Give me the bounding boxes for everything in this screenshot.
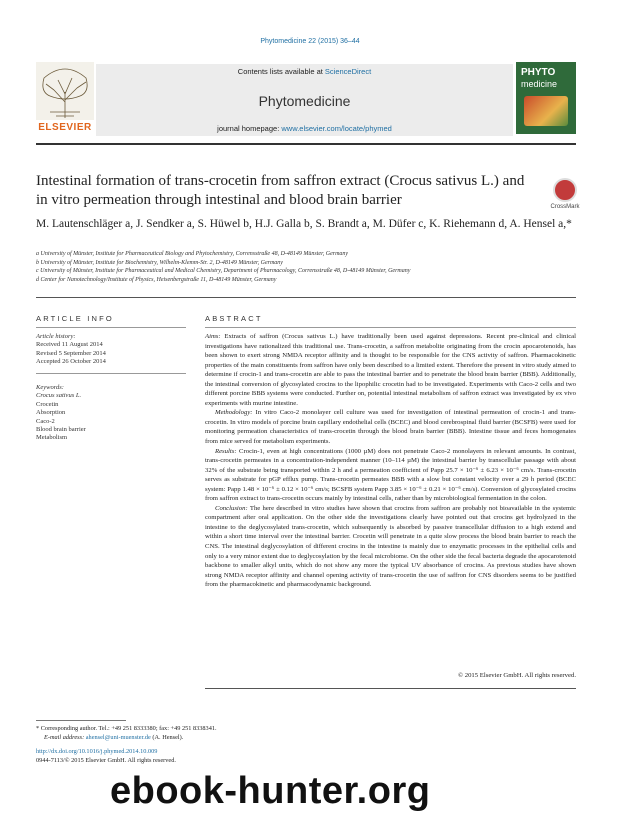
article-info-rule	[36, 327, 186, 328]
cover-illustration	[524, 96, 568, 126]
cover-title-2: medicine	[521, 79, 558, 89]
journal-citation[interactable]: Phytomedicine 22 (2015) 36–44	[260, 38, 360, 45]
crossmark-label: CrossMark	[550, 204, 580, 210]
email-line	[36, 734, 576, 743]
keyword: Absorption	[36, 409, 66, 417]
corresponding-author: * Corresponding author. Tel.: +49 251 8333380; fax: +49 251 8338341.	[36, 725, 217, 732]
affiliation-a: a University of Münster, Institute for Pharmaceutical Biology and Phytochemistry, Corrensstraße 48, D-48149 Münster, Germany	[36, 251, 349, 257]
article-info-heading: ARTICLE INFO	[36, 314, 114, 323]
abstract-aims	[205, 332, 576, 408]
crossmark-icon	[553, 178, 577, 202]
abstract-rule	[205, 327, 576, 328]
email-suffix: (A. Hensel).	[150, 733, 184, 741]
conclusion-text: The here described in vitro studies have shown that crocins from saffron are probably not bioavailable in the systemic compartment after oral application. On the other side the investigations clearly have pointed out that crocins get hydrolyzed in the intestine to the deglycosylated trans-crocetin, which subsequently is absorbed by passive transcellular diffusion to a high extend and within a short time interval over the intestinal barrier. Crocetin will penetrate in a quite slow process the blood brain barrier to reach the CNS. The intestinal deglycosylation of different crocins in the intestine is mainly due to enzymatic processes in the epithelial cells and only to a very minor extent due to deglycosylation by the fecal microbiome. On the other side the fecal bacteria degrade the apocarotenoid backbone to smaller alkyl units, which do not show any more the typical UV absorbance of crocins. As previous studies have shown strong NMDA receptor affinity and channel opening activity of trans-crocetin the use of saffron for CNS disorders seems to be justified from the pharmacokinetic and pharmacodynamic background.	[205, 504, 576, 589]
issn-line: 0944-7113/© 2015 Elsevier GmbH. All rights reserved.	[36, 756, 176, 764]
abstract-end-rule	[205, 688, 576, 689]
elsevier-wordmark: ELSEVIER	[38, 122, 92, 133]
abstract-body	[205, 332, 576, 590]
abstract-heading: ABSTRACT	[205, 314, 263, 323]
keyword: Crocus sativus L.	[36, 392, 82, 400]
email-link[interactable]: ahensel@uni-muenster.de	[85, 733, 151, 741]
abstract-conclusion	[205, 504, 576, 590]
homepage-prefix: journal homepage:	[217, 124, 282, 133]
crossmark-badge[interactable]	[543, 178, 587, 210]
methodology-text: In vitro Caco-2 monolayer cell culture was used for investigation of intestinal permeation of crocin-1 and trans-crocetin. In vitro models of porcine brain capillary endothelial cells (BCEC) and blood cerebrospinal fluid barrier (BCSFB) were used for monitoring permeation characteristics of trans-crocetin through the blood brain barrier (BBB). Intestine tissue and feces homogenates from mice served for metabolism experiments.	[205, 409, 576, 446]
email-label: E-mail address:	[44, 733, 86, 741]
affiliations	[36, 250, 576, 284]
footnote-rule	[36, 720, 126, 721]
watermark-text: ebook-hunter.org	[110, 770, 431, 812]
abstract-results	[205, 447, 576, 504]
conclusion-label: Conclusion:	[215, 504, 248, 512]
contents-prefix: Contents lists available at	[237, 67, 325, 76]
footnote	[36, 725, 576, 742]
keywords-block	[36, 384, 186, 443]
section-rule	[36, 297, 576, 298]
affiliation-d: d Center for Nanotechnology/Institute of Physics, Heisenbergstraße 11, D-48149 Münster, Germany	[36, 276, 277, 283]
header-rule	[36, 143, 576, 145]
homepage-line	[96, 124, 513, 133]
abstract-methodology	[205, 408, 576, 446]
history-revised: Revised 5 September 2014	[36, 349, 106, 357]
abstract-copyright: © 2015 Elsevier GmbH. All rights reserved.	[457, 672, 576, 679]
keywords-rule	[36, 373, 186, 374]
article-history	[36, 333, 186, 367]
keyword: Crocetin	[36, 400, 59, 408]
affiliation-c: c University of Münster, Institute for Pharmaceutical and Medical Chemistry, Department of Pharmacology, Corrensstraße 48, D-48149 Münster, Germany	[36, 268, 411, 274]
doi-block	[36, 748, 176, 765]
keyword: Blood brain barrier	[36, 426, 86, 434]
aims-text: Extracts of saffron (Crocus sativus L.) have traditionally been used against depressions. Recent pre-clinical and clinical investigations have rationalized this traditional use. Trans-crocetin, a saffron metabolite originating from the crocin apocarotenoids, has been shown to exert strong NMDA receptor affinity and is thought to be responsible for the CNS activity of saffron. Pharmacokinetic properties of the main constituents from saffron have only been described to a limited extent. Therefore the present in vitro study aimed to determine if crocin-1 and trans-crocetin are able to pass the intestinal barrier and to penetrate the blood brain barrier (BBB). Additionally, the intestinal conversion of glycosylated crocins to the lipophilic crocetin had to be investigated. Experiments with Caco-2 cells and two different porcine BBB systems were conducted. Further on, potential intestinal metabolism of saffron extract was investigated by ex vivo experiments with murine intestine.	[205, 333, 576, 407]
history-accepted: Accepted 26 October 2014	[36, 358, 106, 366]
results-label: Results:	[215, 447, 237, 455]
affiliation-b: b University of Münster, Institute for Biochemistry, Wilhelm-Klemm-Str. 2, D-48149 Münster, Germany	[36, 259, 283, 266]
methodology-label: Methodology:	[215, 409, 253, 417]
keyword: Metabolism	[36, 434, 68, 442]
sciencedirect-link[interactable]: ScienceDirect	[324, 67, 372, 76]
journal-cover-image[interactable]	[516, 62, 576, 134]
journal-name: Phytomedicine	[258, 93, 351, 109]
doi-link[interactable]: http://dx.doi.org/10.1016/j.phymed.2014.10.009	[36, 748, 158, 755]
history-label: Article history:	[36, 333, 76, 340]
keywords-label: Keywords:	[36, 384, 64, 391]
homepage-link[interactable]: www.elsevier.com/locate/phymed	[281, 124, 392, 133]
results-text: Crocin-1, even at high concentrations (1000 µM) does not penetrate Caco-2 monolayers in relevant amounts. In contrast, trans-crocetin permeates in a concentration-independent manner (10–114 µM) the intestinal barrier by transcellular passage with about 32% of the substrate being transported within 2 h and a permeation coefficient of Papp 25.7 × 10⁻⁶ ± 6.23 × 10⁻⁶ cm/s. Trans-crocetin serves as substrate for pGP efflux pump. Trans-crocetin permeates BBB with a slow but constant velocity over a 29 h period (BCEC system: Papp 1.48 × 10⁻⁶ ± 0.12 × 10⁻⁶ cm/s; BCSFB system Papp 3.85 × 10⁻⁶ ± 0.21 × 10⁻⁶ cm/s). Conversion of glycosylated crocins from saffron extract to trans-crocetin occurs mainly by intestinal cells, rather than by microbiological fermentation in the colon.	[205, 447, 576, 503]
keyword: Caco-2	[36, 417, 55, 425]
cover-title-1: PHYTO	[521, 67, 556, 78]
history-received: Received 11 August 2014	[36, 341, 103, 349]
contents-line	[96, 67, 513, 76]
article-title: Intestinal formation of trans-crocetin from saffron extract (Crocus sativus L.) and in vitro permeation through intestinal and blood brain barrier	[36, 173, 525, 208]
aims-label: Aims:	[205, 333, 221, 340]
author-list: M. Lautenschläger a, J. Sendker a, S. Hüwel b, H.J. Galla b, S. Brandt a, M. Düfer c, K. Riehemann d, A. Hensel a,*	[36, 218, 572, 230]
